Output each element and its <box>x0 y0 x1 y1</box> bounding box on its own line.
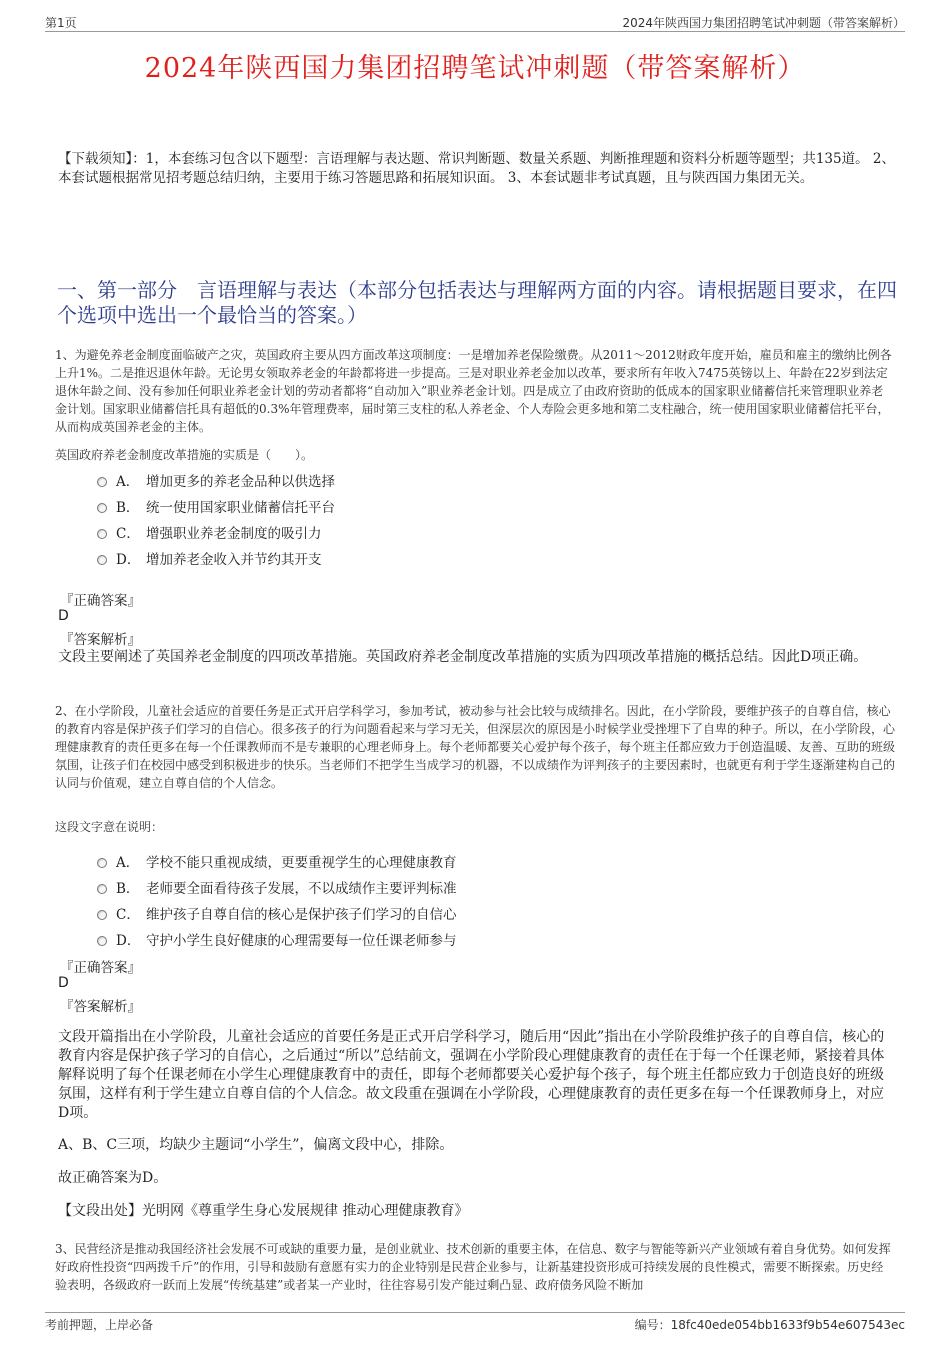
page-header <box>45 12 905 32</box>
q2-analysis-label: 『答案解析』 <box>60 999 141 1015</box>
radio-icon[interactable] <box>97 503 107 513</box>
radio-icon[interactable] <box>97 910 107 920</box>
q1-analysis-label: 『答案解析』 <box>60 632 141 648</box>
q1-analysis: 文段主要阐述了英国养老金制度的四项改革措施。英国政府养老金制度改革措施的实质为四项改革措施的概括总结。因此D项正确。 <box>58 649 868 665</box>
footer-doc-id: 编号：18fc40ede054bb1633f9b54e607543ec <box>634 1318 905 1332</box>
radio-icon[interactable] <box>97 858 107 868</box>
q2-source: 【文段出处】光明网《尊重学生身心发展规律 推动心理健康教育》 <box>58 1203 469 1219</box>
q1-answer: D <box>58 608 69 624</box>
q2-option-c[interactable]: C． 维护孩子自尊自信的核心是保护孩子们学习的自信心 <box>97 903 457 923</box>
q2-passage: 2、在小学阶段，儿童社会适应的首要任务是正式开启学科学习，参加考试，被动参与社会比较与成绩排名。因此，在小学阶段，要维护孩子的自尊自信，核心的教育内容是保护孩子们学习的自信心。很多孩子的行为问题看起来与学习无关，但深层次的原因是小时候学业受挫埋下了自卑的种子。所以，在小学阶段，心理健康教育的责任更多在每一个任课教师而不是专兼职的心理老师身上。每个老师都要关心爱护每个孩子，每个班主任都应致力于创造温暖、友善、互助的班级氛围，让孩子们在校园中感受到积极进步的快乐。当老师们不把学生当成学习的机器，不以成绩作为评判孩子的主要因素时，也就更有利于学生逐渐建构自己的认同与价值观，建立自尊自信的个人信念。 <box>55 704 896 790</box>
q1-option-b[interactable]: B． 统一使用国家职业储蓄信托平台 <box>97 496 335 516</box>
q2-conclusion: 故正确答案为D。 <box>58 1170 168 1186</box>
q2-abc-note: A、B、C三项，均缺少主题词“小学生”，偏离文段中心，排除。 <box>58 1137 454 1153</box>
q1-passage: 1、为避免养老金制度面临破产之灾，英国政府主要从四方面改革这项制度：一是增加养老保险缴费。从2011～2012财政年度开始，雇员和雇主的缴纳比例各上升1%。二是推迟退休年龄。无论男女领取养老金的年龄都将进一步提高。三是对职业养老金加以改革，要求所有年收入7475英镑以上、年龄在22岁到法定退休年龄之间、没有参加任何职业养老金计划的劳动者都将“自动加入”职业养老金计划。四是成立了由政府资助的低成本的国家职业储蓄信托来管理职业养老金计划。国家职业储蓄信托具有超低的0.3%年管理费率，届时第三支柱的私人养老金、个人寿险会更多地和第二支柱融合，统一使用国家职业储蓄信托平台，从而构成英国养老金的主体。 <box>55 348 892 434</box>
q2-answer-label: 『正确答案』 <box>60 960 141 976</box>
radio-icon[interactable] <box>97 477 107 487</box>
page-number: 第1页 <box>45 16 77 30</box>
q2-option-b[interactable]: B． 老师要全面看待孩子发展，不以成绩作主要评判标准 <box>97 877 457 897</box>
q2-answer: D <box>58 975 69 991</box>
q2-option-d[interactable]: D． 守护小学生良好健康的心理需要每一位任课老师参与 <box>97 929 457 949</box>
page-footer <box>45 1312 905 1332</box>
q2-question: 这段文字意在说明： <box>55 820 164 834</box>
radio-icon[interactable] <box>97 529 107 539</box>
radio-icon[interactable] <box>97 884 107 894</box>
radio-icon[interactable] <box>97 555 107 565</box>
header-doc-title: 2024年陕西国力集团招聘笔试冲刺题（带答案解析） <box>622 16 905 30</box>
q2-option-a[interactable]: A． 学校不能只重视成绩，更要重视学生的心理健康教育 <box>97 851 457 871</box>
q1-option-d[interactable]: D． 增加养老金收入并节约其开支 <box>97 548 322 568</box>
radio-icon[interactable] <box>97 936 107 946</box>
document-title: 2024年陕西国力集团招聘笔试冲刺题（带答案解析） <box>144 53 806 84</box>
q1-option-c[interactable]: C． 增强职业养老金制度的吸引力 <box>97 522 322 542</box>
q3-passage: 3、民营经济是推动我国经济社会发展不可或缺的重要力量，是创业就业、技术创新的重要主体，在信息、数字与智能等新兴产业领域有着自身优势。如何发挥好政府性投资“四两拨千斤”的作用，引导和鼓励有意愿有实力的企业特别是民营企业参与，让新基建投资形成可持续发展的良性模式，需要不断探索。历史经验表明，各级政府一跃而上发展“传统基建”或者某一产业时，往往容易引发产能过剩凸显、政府债务风险不断加 <box>55 1242 891 1292</box>
download-notice: 【下载须知】：1，本套练习包含以下题型：言语理解与表达题、常识判断题、数量关系题、判断推理题和资料分析题等题型；共135道。 2、本套试题根据常见招考题总结归纳，主要用于练习答题思路和拓展知识面。 3、本套试题非考试真题，且与陕西国力集团无关。 <box>58 151 895 186</box>
q1-option-a[interactable]: A． 增加更多的养老金品种以供选择 <box>97 470 335 490</box>
section-heading: 一、第一部分 言语理解与表达（本部分包括表达与理解两方面的内容。请根据题目要求，在四个选项中选出一个最恰当的答案。） <box>57 278 897 327</box>
footer-slogan: 考前押题，上岸必备 <box>45 1318 154 1332</box>
q1-question: 英国政府养老金制度改革措施的实质是（ ）。 <box>55 448 314 462</box>
q1-answer-label: 『正确答案』 <box>60 593 141 609</box>
q2-analysis: 文段开篇指出在小学阶段，儿童社会适应的首要任务是正式开启学科学习，随后用“因此”指出在小学阶段维护孩子的自尊自信，核心的教育内容是保护孩子学习的自信心，之后通过“所以”总结前文，强调在小学阶段心理健康教育的责任在于每一个任课老师，紧接着具体解释说明了每个任课老师在小学生心理健康教育中的责任，即每个老师都要关心爱护每个孩子，每个班主任都应致力于创造良好的班级氛围，这样有利于学生建立自尊自信的个人信念。故文段重在强调在小学阶段，心理健康教育的责任更多在每一个任课教师身上，对应D项。 <box>58 1029 885 1121</box>
